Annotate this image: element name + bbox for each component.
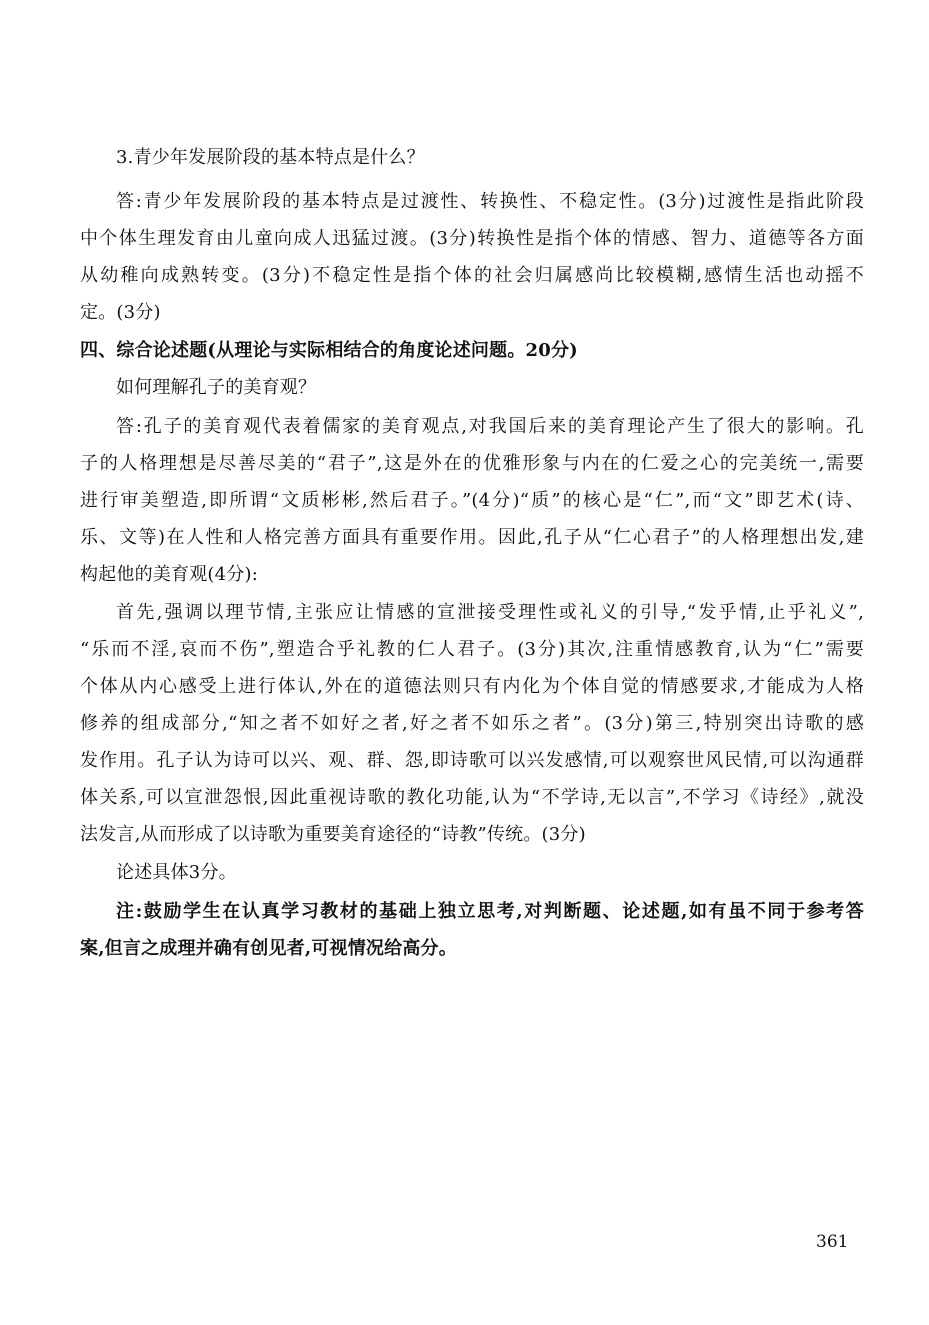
answer-4-p1-line-4: 乐、文等)在人性和人格完善方面具有重要作用。因此,孔子从“仁心君子”的人格理想出发,建 xyxy=(80,527,864,548)
note-line-1: 注:鼓励学生在认真学习教材的基础上独立思考,对判断题、论述题,如有虽不同于参考答 xyxy=(116,901,864,922)
answer-4-p1-line-3: 进行审美塑造,即所谓“文质彬彬,然后君子。”(4分)“质”的核心是“仁”,而“文”即艺术(诗、 xyxy=(80,490,864,511)
question-3: 3.青少年发展阶段的基本特点是什么？ xyxy=(116,147,425,168)
answer-3-line-1: 答:青少年发展阶段的基本特点是过渡性、转换性、不稳定性。(3分)过渡性是指此阶段 xyxy=(116,191,864,212)
answer-4-p2-line-7: 法发言,从而形成了以诗歌为重要美育途径的“诗教”传统。(3分) xyxy=(80,824,586,845)
answer-3-line-2: 中个体生理发育由儿童向成人迅猛过渡。(3分)转换性是指个体的情感、智力、道德等各方面 xyxy=(80,228,864,249)
answer-4-p2-line-6: 体关系,可以宣泄怨恨,因此重视诗歌的教化功能,认为“不学诗,无以言”,不学习《诗经》,就没 xyxy=(80,787,864,808)
answer-4-p2-line-2: “乐而不淫,哀而不伤”,塑造合乎礼教的仁人君子。(3分)其次,注重情感教育,认为“仁”需要 xyxy=(80,639,864,660)
answer-3-line-3: 从幼稚向成熟转变。(3分)不稳定性是指个体的社会归属感尚比较模糊,感情生活也动摇不 xyxy=(80,265,864,286)
note-line-2: 案,但言之成理并确有创见者,可视情况给高分。 xyxy=(80,938,457,959)
page-number: 361 xyxy=(816,1232,849,1252)
section-4-question: 如何理解孔子的美育观？ xyxy=(116,377,317,398)
detail-score: 论述具体3分。 xyxy=(116,862,237,883)
answer-4-p1-line-1: 答:孔子的美育观代表着儒家的美育观点,对我国后来的美育理论产生了很大的影响。孔 xyxy=(116,416,864,437)
answer-4-p2-line-4: 修养的组成部分,“知之者不如好之者,好之者不如乐之者”。(3分)第三,特别突出诗歌的感 xyxy=(80,713,864,734)
answer-4-p2-line-5: 发作用。孔子认为诗可以兴、观、群、怨,即诗歌可以兴发感情,可以观察世风民情,可以沟通群 xyxy=(80,750,864,771)
answer-4-p2-line-1: 首先,强调以理节情,主张应让情感的宣泄接受理性或礼义的引导,“发乎情,止乎礼义”, xyxy=(116,602,864,623)
section-4-heading: 四、综合论述题(从理论与实际相结合的角度论述问题。20分) xyxy=(80,340,578,361)
answer-4-p1-line-5: 构起他的美育观(4分): xyxy=(80,564,258,585)
answer-3-line-4: 定。(3分) xyxy=(80,302,161,323)
answer-4-p1-line-2: 子的人格理想是尽善尽美的“君子”,这是外在的优雅形象与内在的仁爱之心的完美统一,需要 xyxy=(80,453,864,474)
answer-4-p2-line-3: 个体从内心感受上进行体认,外在的道德法则只有内化为个体自觉的情感要求,才能成为人格 xyxy=(80,676,864,697)
